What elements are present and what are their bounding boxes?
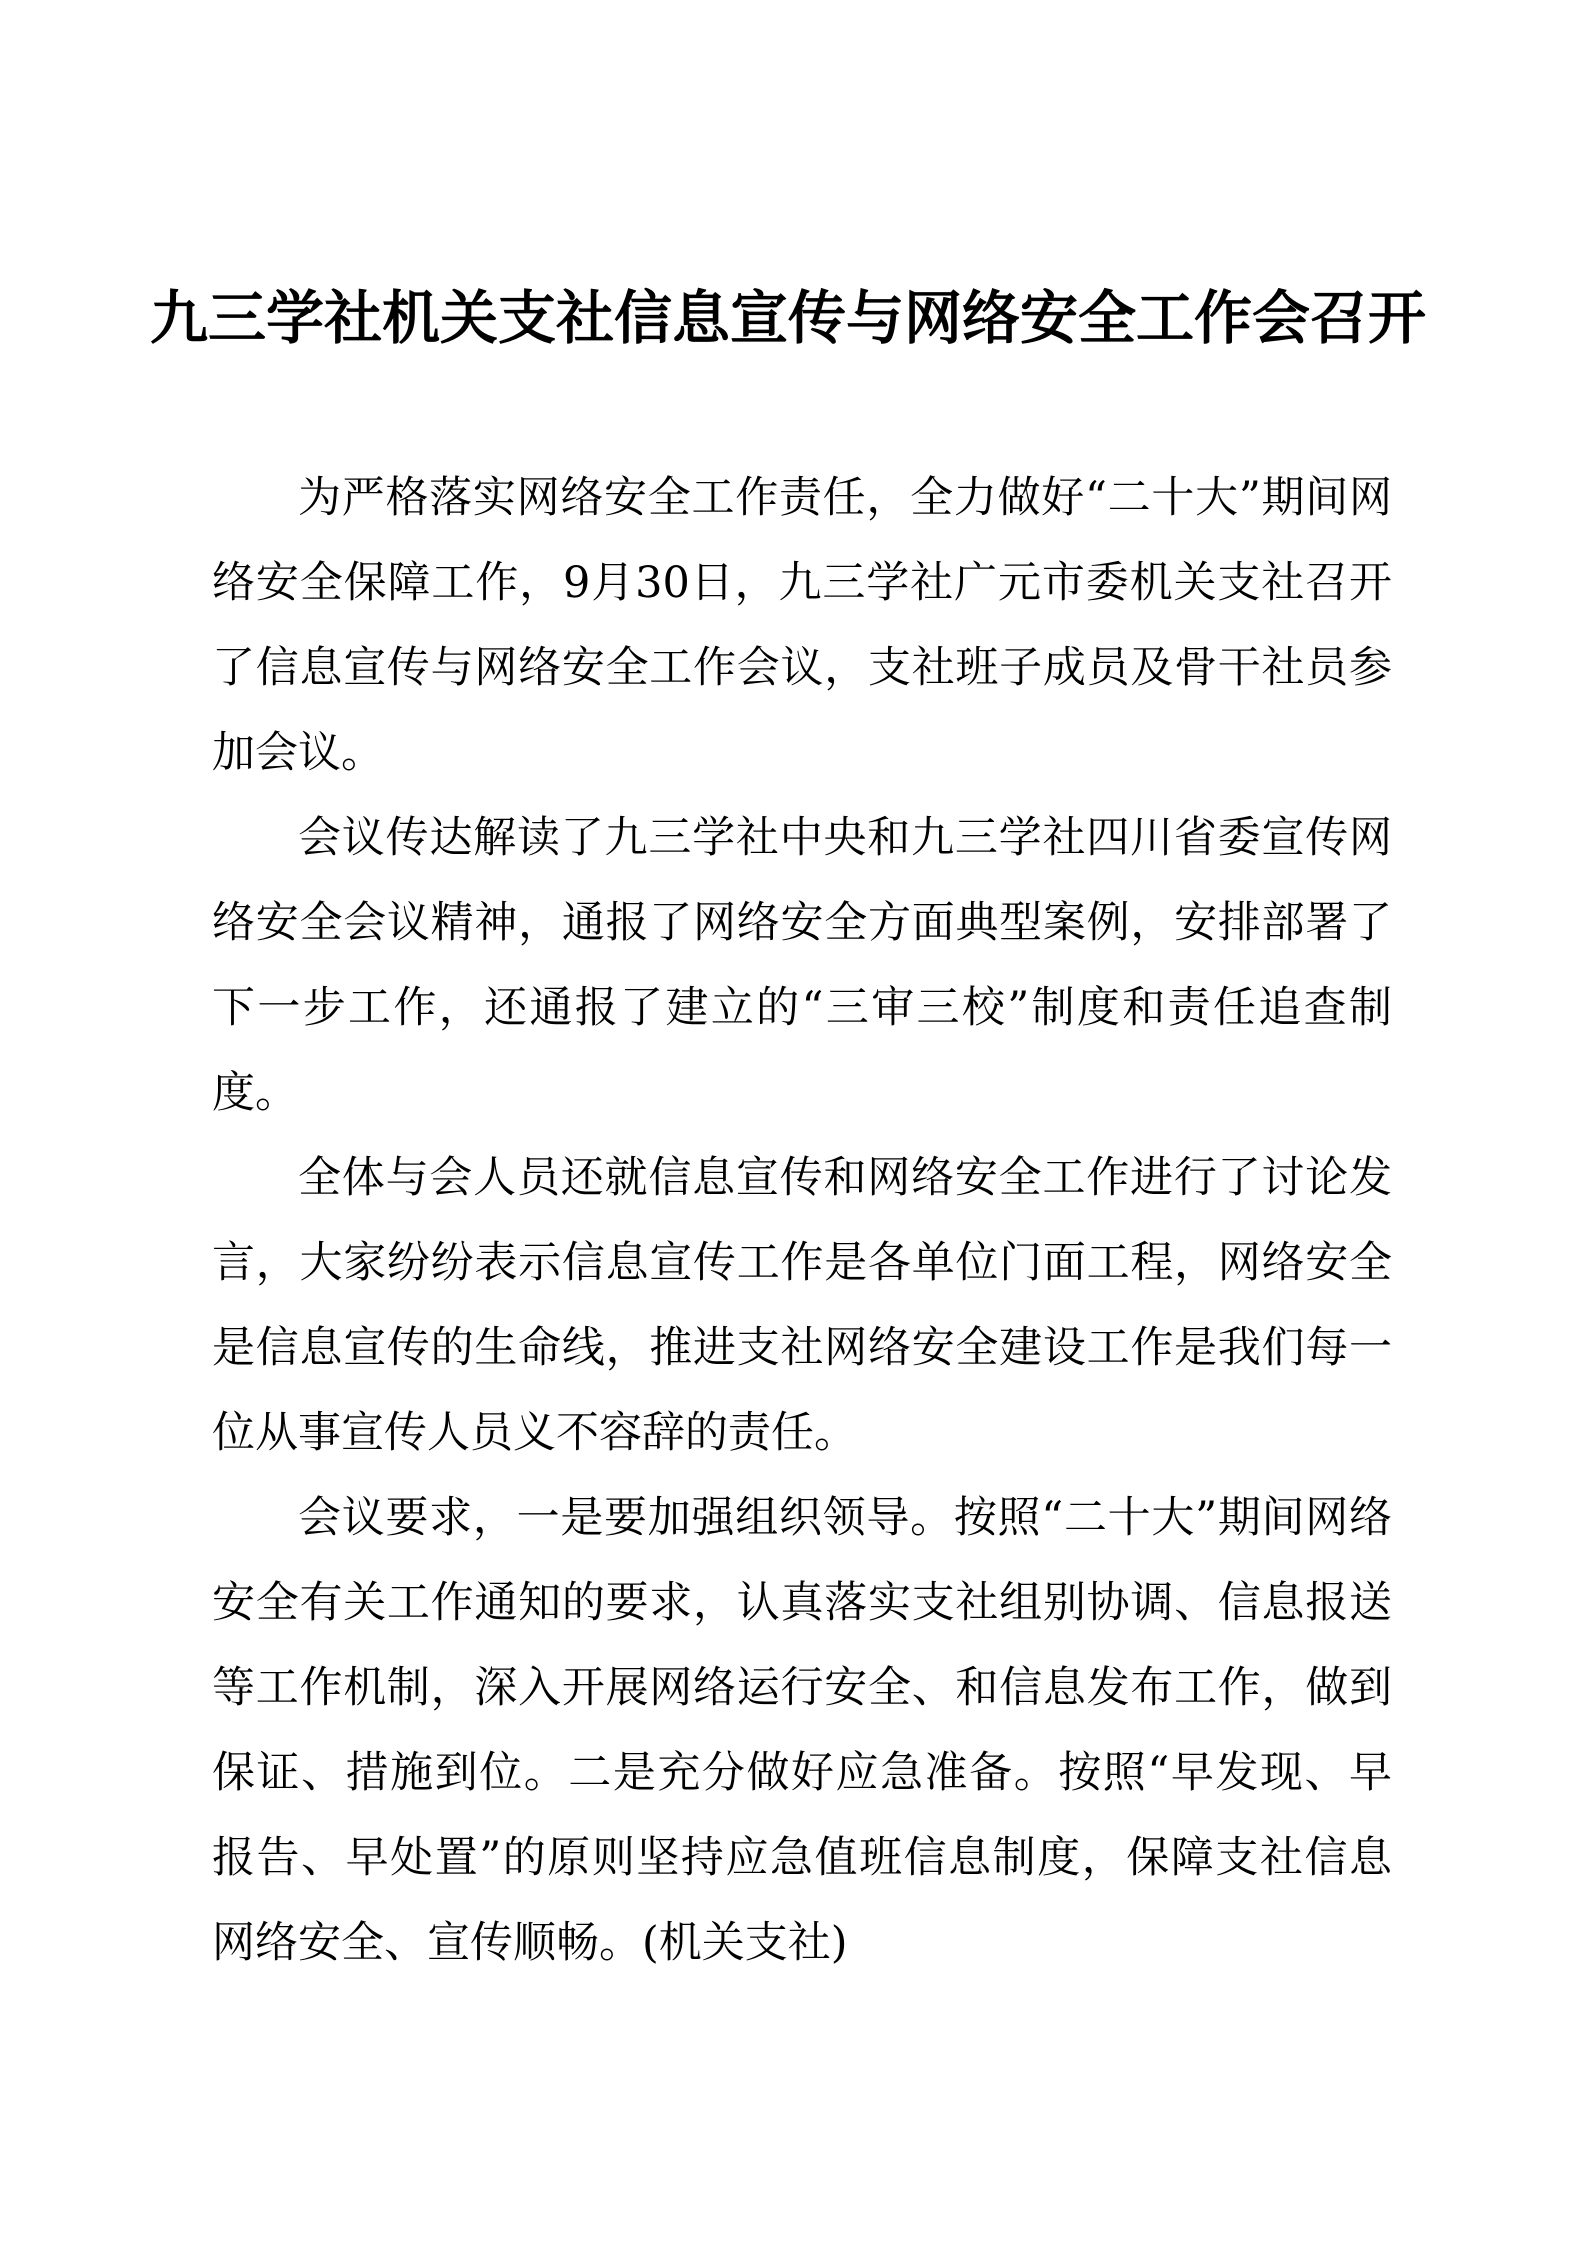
paragraph-2: 会议传达解读了九三学社中央和九三学社四川省委宣传网络安全会议精神，通报了网络安全方面典型案例，安排部署了下一步工作，还通报了建立的“三审三校”制度和责任追查制度。 [212,813,1392,1118]
paragraph-4: 会议要求，一是要加强组织领导。按照“二十大”期间网络安全有关工作通知的要求，认真落实支社组别协调、信息报送等工作机制，深入开展网络运行安全、和信息发布工作，做到保证、措施到位。二是充分做好应急准备。按照“早发现、早报告、早处置”的原则坚持应急值班信息制度，保障支社信息网络安全、宣传顺畅。(机关支社) [212,1493,1392,1968]
paragraph-1: 为严格落实网络安全工作责任，全力做好“二十大”期间网络安全保障工作，9月30日，九三学社广元市委机关支社召开了信息宣传与网络安全工作会议，支社班子成员及骨干社员参加会议。 [212,473,1392,778]
document-body [212,456,1392,1986]
paragraph-3: 全体与会人员还就信息宣传和网络安全工作进行了讨论发言，大家纷纷表示信息宣传工作是各单位门面工程，网络安全是信息宣传的生命线，推进支社网络安全建设工作是我们每一位从事宣传人员义不容辞的责任。 [212,1153,1392,1458]
document-title: 九三学社机关支社信息宣传与网络安全工作会召开 [150,284,1427,352]
